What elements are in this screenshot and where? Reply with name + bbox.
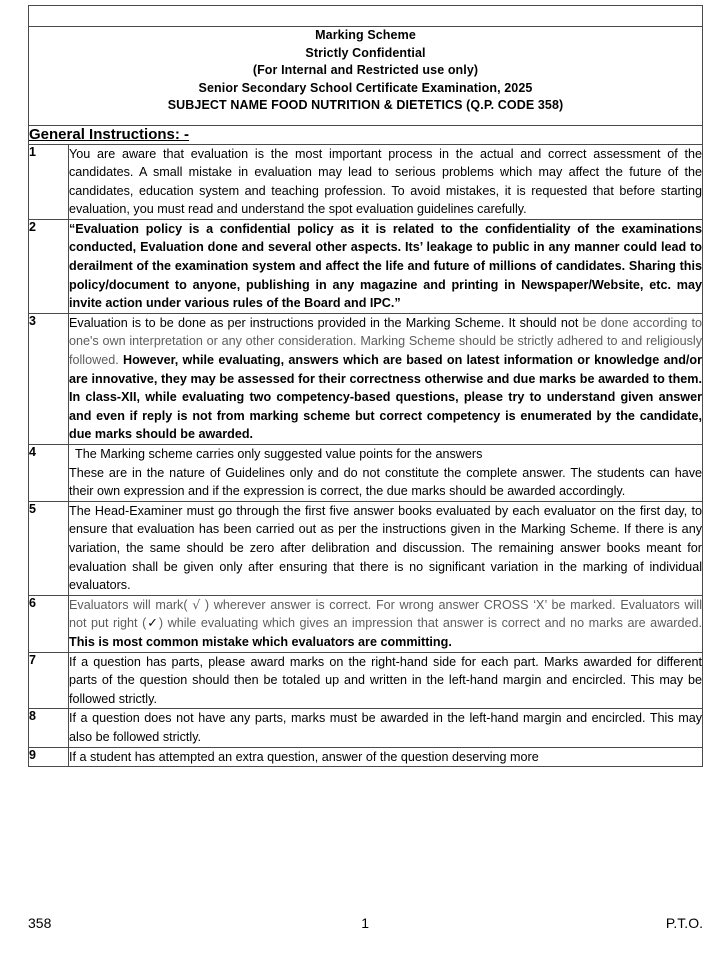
instruction-text: [69, 313, 703, 444]
header-subject-name: SUBJECT NAME FOOD NUTRITION & DIETETICS (Q.P. CODE 358): [167, 98, 564, 112]
footer-pto: P.T.O.: [665, 915, 703, 931]
instruction-segment-bold: However, while evaluating, answers which are based on latest information or knowledge and/or are innovative, they may be assessed for their correctness otherwise and due marks be awarded to them. In class-XII, while evaluating two competency-based questions, please try to understand given answer and even if reply is not from marking scheme but correct competency is enumerated by the candidate, due marks should be awarded.: [69, 353, 702, 442]
instruction-number: 9: [29, 747, 69, 767]
table-row: [29, 652, 703, 709]
header-strictly-confidential: Strictly Confidential: [305, 45, 426, 60]
instruction-text: [69, 652, 703, 709]
instruction-paragraph: If a student has attempted an extra question, answer of the question deserving more: [69, 749, 539, 764]
general-instructions-title: General Instructions: -: [29, 125, 190, 143]
header-row: [29, 27, 703, 126]
instruction-paragraph-line2: These are in the nature of Guidelines only and do not constitute the complete answer. The students can have their own expression and if the expression is correct, the due marks should be awarded accordingly.: [69, 465, 702, 499]
header-exam-name: Senior Secondary School Certificate Examination, 2025: [198, 80, 533, 95]
table-row: [29, 144, 703, 219]
table-row: [29, 219, 703, 313]
instruction-number: 2: [29, 219, 69, 313]
instruction-text: [69, 501, 703, 595]
instruction-text: [69, 219, 703, 313]
instruction-segment-bold: This is most common mistake which evaluators are committing.: [69, 634, 452, 649]
table-row: [29, 747, 703, 767]
table-row: [29, 313, 703, 444]
instruction-paragraph: If a question has parts, please award marks on the right-hand side for each part. Marks awarded for different parts of the question should then be totaled up and written in the left-hand margin and encircled. This may be followed strictly.: [69, 654, 702, 706]
footer-subject-code: 358: [28, 915, 52, 931]
instruction-number: 1: [29, 144, 69, 219]
instruction-segment-grey: Evaluators will mark(: [69, 597, 193, 612]
instruction-segment-grey: be done according to one's own interpretation or any other consideration. Marking Scheme should be strictly adhered to and religiously followed.: [69, 315, 702, 368]
instruction-paragraph: If a question does not have any parts, marks must be awarded in the left-hand margin and encircled. This may also be followed strictly.: [69, 711, 702, 744]
instruction-number: 7: [29, 652, 69, 709]
footer-page-number: 1: [361, 915, 370, 931]
instruction-number: 4: [29, 445, 69, 502]
page-footer: [28, 915, 703, 931]
header-block: [29, 27, 703, 126]
table-row: [29, 501, 703, 595]
instruction-paragraph: [69, 596, 702, 652]
instruction-number: 8: [29, 709, 69, 747]
instruction-text: [69, 595, 703, 652]
instruction-segment-grey: ) wherever answer is correct. For wrong answer CROSS ‘X’ be marked. Evaluators will not put right (: [69, 597, 702, 631]
header-internal-use: (For Internal and Restricted use only): [252, 63, 479, 77]
instruction-paragraph: You are aware that evaluation is the most important process in the actual and correct assessment of the candidates. A small mistake in evaluation may lead to serious problems which may affect the future of the candidates, education system and teaching profession. To avoid mistakes, it is requested that before starting evaluation, you must read and understand the spot evaluation guidelines carefully.: [69, 146, 702, 217]
spacer-cell: [29, 6, 703, 27]
instruction-number: 5: [29, 501, 69, 595]
instruction-paragraph: “Evaluation policy is a confidential policy as it is related to the confidentiality of the examinations conducted, Evaluation done and several other aspects. Its’ leakage to public in any manner could lead to derailment of the examination system and affect the life and future of millions of candidates. Sharing this policy/document to anyone, publishing in any magazine and printing in Newspaper/Website, etc. may invite action under various rules of the Board and IPC.”: [69, 221, 702, 311]
instruction-segment-grey: ) while evaluating which gives an impression that answer is correct and no marks are awarded.: [158, 616, 702, 631]
general-instructions-row: [29, 125, 703, 144]
header-bottom-pad: [29, 115, 702, 125]
instruction-number: 6: [29, 595, 69, 652]
instruction-text: [69, 747, 703, 767]
instruction-text: [69, 445, 703, 502]
table-row: [29, 709, 703, 747]
instruction-paragraph-line1: The Marking scheme carries only suggested value points for the answers: [75, 447, 483, 461]
instruction-text: [69, 709, 703, 747]
general-instructions-cell: [29, 125, 703, 144]
table-spacer-row: [29, 6, 703, 27]
radical-symbol-icon: √: [192, 596, 201, 612]
table-row: [29, 595, 703, 652]
header-title-marking-scheme: Marking Scheme: [315, 28, 416, 42]
instruction-paragraph: [69, 314, 702, 444]
instruction-paragraph: The Head-Examiner must go through the first five answer books evaluated by each evaluator on the first day, to ensure that evaluation has been carried out as per the instructions given in the Marking Scheme. If there is any variation, the same should be zero after delibration and discussion. The remaining answer books meant for evaluation shall be given only after ensuring that there is no significant variation in the marking of individual evaluators.: [69, 503, 702, 593]
checkmark-icon: ✓: [146, 615, 159, 631]
table-row: [29, 445, 703, 502]
marking-scheme-table: [28, 5, 703, 767]
instruction-segment-normal: Evaluation is to be done as per instructions provided in the Marking Scheme. It should not: [69, 315, 583, 330]
instruction-number: 3: [29, 313, 69, 444]
instruction-text: [69, 144, 703, 219]
